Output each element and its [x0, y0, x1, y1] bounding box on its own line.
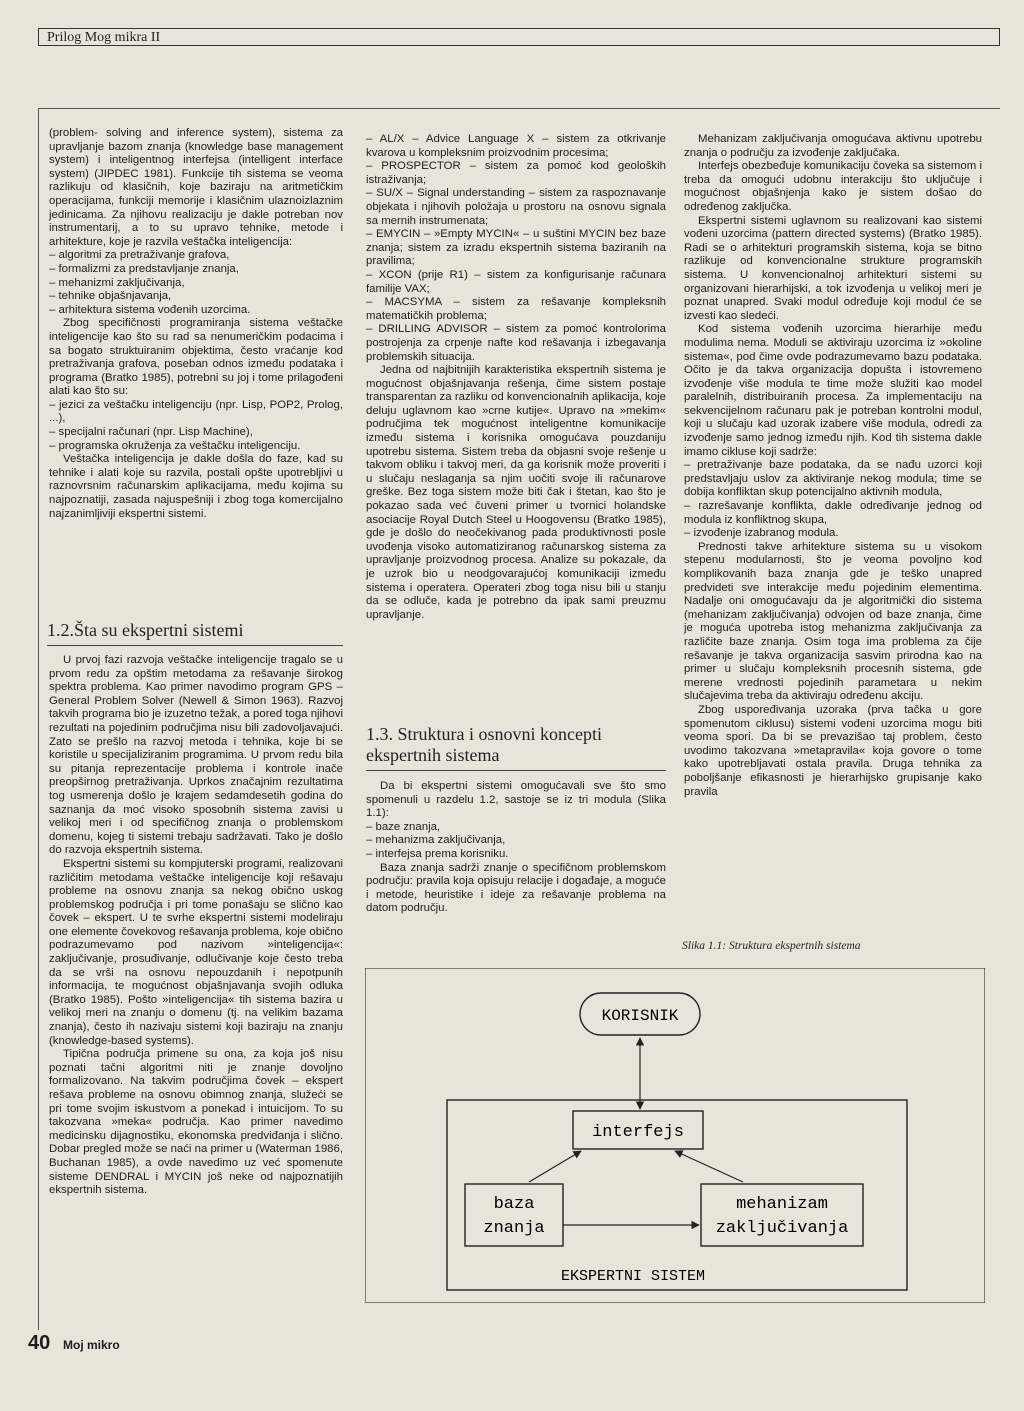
paragraph: Interfejs obezbeđuje komunikaciju čoveka sa sistemom i treba da omogući udobnu interakciju što uključuje i mogućnost objašnjenja kako je sistem došao do određenog zaključka.: [684, 160, 982, 213]
paragraph: Jedna od najbitnijih karakteristika ekspertnih sistema je mogućnost objašnjavanja rešenja, čime sistem postaje transparentan za razliku od konvencionalnih aplikacija, koje deluju uglavnom kao »crne kutije«. Upravo na »mekim« područjima tek mogućnost inteligentne komunikacije između sistema i korisnika omogućava pouzdaniju upotrebu sistema. Sistem treba da objasni svoje rešenje u takvom obliku i takvoj meri, da ga korisnik može proveriti i u slučaju neslaganja sa njim uočiti svoje ili računarove greške. Bez toga sistem može biti čak i štetan, kao što je pokazao sada već čuveni primer u tvornici holandske asociacije Royal Dutch Steel u Hoogovensu (Bratko 1985), gde je došlo do neočekivanog pada produktivnosti posle uvođenja visoko automatiziranog računarskog sistema za upravljanje proizvodnog procesa. Analize su pokazale, da je uzrok bio u neodgovarajućoj komunikaciji između sistema i operatera. Operateri zbog toga nisu bili u stanju da se odluče, kada je potrebno da ipak sami preuzmu upravljanje.: [366, 364, 666, 621]
paragraph: Tipična područja primene su ona, za koja još nisu poznati tačni algoritmi niti je znanje dovoljno formalizovano. Na takvim područjima čovek – ekspert rešava probleme na osnovu obimnog znanja, služeći se pri tome svojim iskustvom a ponekad i intuicijom. To su takozvana »meka« područja. Kao primer navedimo medicinsku dijagnostiku, ekonomska predviđanja i slično. Dobar pregled može se naći na primer u (Waterman 1986, Buchanan 1985), a ovde navedimo uz već spomenute sisteme DENDRAL i MYCIN još neke od najpoznatijih ekspertnih sistema.: [49, 1048, 343, 1197]
header-title: Prilog Mog mikra II: [47, 30, 161, 45]
list-item: – mehanizmi zaključivanja,: [49, 276, 185, 289]
list-item: – interfejsa prema korisniku.: [366, 847, 509, 860]
header-bar: [38, 28, 1000, 46]
paragraph: Ekspertni sistemi uglavnom su realizovani kao sistemi vođeni uzorcima (pattern directed systems) (Bratko 1985). Radi se o arhitekturi programskih sistema, koja se bitno razlikuje od konvencionalne strukture programskih sistema. U konvencionalnoj arhitekturi sistemi su organizovani hierarhijski, a tok izvođenja u velikoj meri je poznat unapred. Svaki modul određuje koji modul će se izvesti kao sledeći.: [684, 214, 982, 322]
column-1: [49, 127, 343, 521]
page-number: 40: [28, 1332, 51, 1354]
list-item: – izvođenje izabranog modula.: [684, 527, 839, 540]
list-item: – formalizmi za predstavljanje znanja,: [49, 262, 239, 275]
section-heading-line: ekspertnih sistema: [366, 745, 500, 765]
paragraph: Ekspertni sistemi su kompjuterski programi, realizovani različitim metodama veštačke inteligencije koji rešavaju probleme na osnovu znanja sa nekog obično uskog problemskog područja i pri tome ponašaju se slično kao čovek – ekspert. U te svrhe ekspertni sistemi modeliraju one elemente čovekovog rešavanja problema, koje obično podrazumevamo pod nazivom »inteligencija«: zaključivanje, prosuđivanje, odlučivanje koje često treba da se vrši na osnovu nepouzdanih i nepotpunih informacija, te mogućnost objašnjavanja svojih odluka (Bratko 1985). Pošto »inteligencija« tih sistema bazira u velikoj meri na znanju o domenu (tj. na velikim bazama znanja), često ih nazivaju sistemi koji baziraju na znanju (knowledge-based systems).: [49, 857, 343, 1047]
list-item: – MACSYMA – sistem za rešavanje kompleksnih matematičkih problema;: [366, 296, 666, 322]
interfejs-baza-arrow: [529, 1151, 581, 1182]
list-item: – mehanizma zaključivanja,: [366, 834, 506, 847]
paragraph: Kod sistema vođenih uzorcima hierarhije među modulima nema. Moduli se aktiviraju uzorcima iz »okoline sistema«, pod čime ovde podrazumevamo bazu podataka. Očito je da takva organizacija dopušta i istovremeno izvođenje više modula te time može služiti kao model paralelnih, distribuiranih procesa. Za implementaciju na sekvencijelnom računaru pak je potreban kontrolni modul, koji u slučaju kad uzorak izabere više modula, odredi za izvođenje samo jednog između njih. Kod tih sistema dakle imamo cikluse koji sadrže:: [684, 323, 982, 458]
baza-label: baza: [493, 1195, 535, 1214]
paragraph: Mehanizam zaključivanja omogućava aktivnu upotrebu znanja o području za izvođenje zaključaka.: [684, 133, 982, 159]
mehanizam-interfejs-arrow: [675, 1151, 743, 1182]
interfejs-label: interfejs: [592, 1123, 684, 1142]
list-item: – pretraživanje baze podataka, da se nađu uzorci koji predstavljaju uslov za aktiviranje nekog modula; time se dobija konfliktan skup potencijalno aktivnih modula,: [684, 459, 982, 499]
paragraph: Zbog specifičnosti programiranja sistema veštačke inteligencije kao što su rad sa nenumeričkim podacima i sa bogato struktuiranim objektima, često vraćanje kod pretraživanja grafova, poseban odnos između podataka i programa (Bratko 1985), potrebni su joj i tome prilagođeni alati kao što su:: [49, 317, 343, 398]
paragraph: Veštačka inteligencija je dakle došla do faze, kad su tehnike i alati koje su razvila, postali opšte upotrebljivi u raznovrsnim računarskim aplikacijama, među kojima su najpoznatiji, zasada najuspešniji i zbog toga komercijalno najzanimljiviji ekspertni sistemi.: [49, 453, 343, 520]
paragraph: Da bi ekspertni sistemi omogućavali sve što smo spomenuli u razdelu 1.2, sastoje se iz tri modula (Slika 1.1):: [366, 780, 666, 820]
list-item: – specijalni računari (npr. Lisp Machine),: [49, 426, 253, 439]
paragraph: Prednosti takve arhitekture sistema su u visokom stepenu modularnosti, što je veoma povoljno kod komplikovanih baza znanja gde je teško unapred predvideti sve interakcije među pojedinim elementima. Nadalje oni omogućavaju da je algoritmički dio sistema (mehanizam zaključivanja) odvojen od baze znanja, čime je moguća upotreba istog mehanizma zaključivanja za različite baze znanja. Osim toga ima problema za čije rešavanje je takva organizacija sasvim prirodna kao na primer u slučaju kompleksnih procesnih sistema, gde merene vrednosti pojedinih parametara u nekim slučajevima treba da aktiviraju određenu akciju.: [684, 540, 982, 703]
list-item: – DRILLING ADVISOR – sistem za pomoć kontrolorima postrojenja za crpenje nafte kod rešavanja i izbegavanja problemskih situacija.: [366, 323, 666, 363]
heading-rule: [47, 645, 343, 646]
list-item: – jezici za veštačku inteligenciju (npr. Lisp, POP2, Prolog, ...),: [49, 398, 343, 425]
list-item: – baze znanja,: [366, 820, 441, 833]
list-item: – razrešavanje konflikta, dakle određivanje jednog od modula iz konfliktnog skupa,: [684, 500, 982, 526]
magazine-name: Moj mikro: [63, 1338, 120, 1352]
list-item: – tehnike objašnjavanja,: [49, 290, 172, 303]
column-2: [366, 133, 666, 622]
paragraph: U prvoj fazi razvoja veštačke inteligencije tragalo se u prvom redu za opštim metodama za rešavanje širokog spektra problema. Kao primer navodimo program GPS – General Problem Solver (Newell & Simon 1963). Razvoj takvih programa bio je izuzetno težak, a pored toga njihovi rezultati na pojedinim područjima nisu bili zadovoljavajući. Zato se prešlo na razvoj metoda i tehnika, koje bi se koristile u specijaliziranim programima. U prvom redu bila su pitanja reprezentacije problema i kontrole inače preopširnog pretraživanja. Uprkos značajnim rezultatima tog usmerenja došlo je krajem sedamdesetih godina do saznanja da moć visoko sposobnih sistema zavisi u velikoj meri i od specifičnog znanja o problemskom domenu, kojeg ti sistemi trebaju sadržavati. Tako je došlo do razvoja ekspertnih sistema.: [49, 654, 343, 857]
mehanizam-label: mehanizam: [736, 1195, 828, 1214]
paragraph: Zbog uspoređivanja uzoraka (prva tačka u gore spomenutom ciklusu) sistemi vođeni uzorcima mogu biti veoma spori. Da bi se prevazišao taj problem, često uvodimo takozvana »metapravila« koja govore o tome kako upotrebljavati ostala pravila. Druga tehnika za poboljšanje efikasnosti je hierarhijsko grupisanje kako pravila: [684, 703, 982, 798]
list-item: – algoritmi za pretraživanje grafova,: [49, 249, 230, 262]
list-item: – EMYCIN – »Empty MYCIN« – u suštini MYCIN bez baze znanja; sistem za izradu ekspertnih sistema baziranih na pravilima;: [366, 228, 666, 268]
paragraph: Baza znanja sadrži znanje o specifičnom problemskom području: pravila koja opisuju relacije i događaje, a moguće i metode, heuristike i ideje za rešavanje problema na datom području.: [366, 861, 666, 915]
expert-system-diagram: [365, 968, 985, 1303]
list-item: – PROSPECTOR – sistem za pomoć kod geoloških istraživanja;: [366, 160, 666, 186]
paragraph: (problem- solving and inference system), sistema za upravljanje bazom znanja (knowledge base management system) i inteligentnog interfejsa (intelligent interface system) (JIPDEC 1981). Funkcije tih sistema se veoma razlikuju od klasičnih, koje baziraju na aritmetičkim operacijama, funkciji memorije i klasičnim ulaznoizlaznim jedinicama. Za njihovu realizaciju je dakle potreban nov instrumentarij, a to su upravo tehnike, metode i arhitekture, koje je razvila veštačka inteligencija:: [49, 127, 343, 248]
list-item: – programska okruženja za veštačku inteligenciju.: [49, 439, 301, 452]
zakljucivanja-label: zaključivanja: [715, 1219, 849, 1238]
list-item: – XCON (prije R1) – sistem za konfigurisanje računara familije VAX;: [366, 268, 666, 295]
section-heading-line: 1.3. Struktura i osnovni koncepti: [366, 724, 602, 744]
list-item: – arhitektura sistema vođenih uzorcima.: [49, 303, 251, 316]
figure-caption: Slika 1.1: Struktura ekspertnih sistema: [682, 940, 861, 952]
heading-rule: [366, 770, 666, 771]
section-heading-1-3: [366, 724, 666, 766]
section-heading-1-2: 1.2.Šta su ekspertni sistemi: [47, 620, 244, 640]
ekspertni-sistem-label: EKSPERTNI SISTEM: [560, 1268, 706, 1285]
korisnik-label: KORISNIK: [601, 1007, 679, 1025]
column-2-continued: [366, 780, 666, 916]
list-item: – AL/X – Advice Language X – sistem za otkrivanje kvarova u kompleksnim proizvodnim procesima;: [366, 133, 666, 159]
znanja-label: znanja: [483, 1219, 545, 1238]
column-3: [684, 133, 982, 799]
column-1-continued: [49, 654, 343, 1198]
list-item: – SU/X – Signal understanding – sistem za raspoznavanje objekata i njihovih položaja u prostoru na osnovu signala sa mernih instrumenata;: [366, 187, 666, 227]
